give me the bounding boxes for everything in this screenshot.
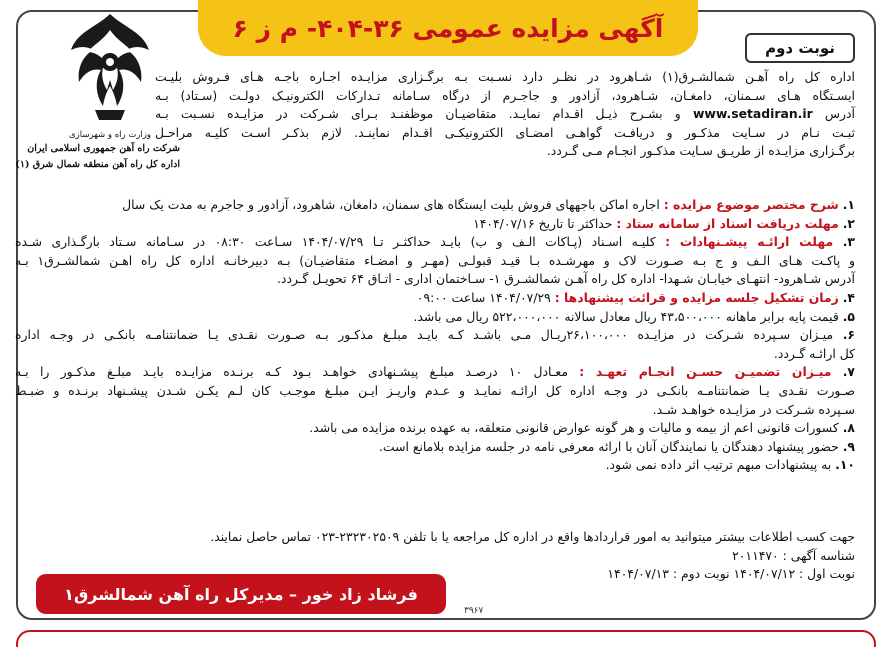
term-line <box>15 270 855 289</box>
intro-line <box>155 105 855 124</box>
address-label: آدرس <box>824 106 855 122</box>
term-line <box>15 289 855 308</box>
term-heading: میـزان تضمیـن حسـن انجـام تعهـد : <box>579 364 832 380</box>
term-text: اجاره اماکن باجههای فروش بلیت ایستگاه های سمنان، دامغان، شاهرود، آزادور و جاجرم به مدت یک سال <box>122 197 660 212</box>
contact-info: جهت کسب اطلاعات بیشتر میتوانید به امور قراردادها واقع در اداره کل مراجعه یا با تلفن ۲۳۲۳۰۲۵۰۹-۰۲۳ تماس حاصل نمایند. <box>210 529 855 544</box>
term-number: ۱۰. <box>835 457 855 473</box>
intro-line: ثبـت نـام در سـایت مذکـور و دریافـت گواهـی امضـای الکترونیکـی اقـدام نماینـد. لازم بذکـر اسـت کلیـه مراحـل <box>155 124 855 140</box>
intro-line: ایسـتگاه هـای سـمنان، دامغـان، شـاهرود، آزادور و جاجـرم از درگاه سـامانه تـدارکات الکترونیـک دولـت (سـتاد) بـه <box>155 87 855 103</box>
intro-paragraph <box>155 68 855 161</box>
term-text: معـادل ۱۰ درصـد مبلـغ پیشـنهادی خواهـد بـود کـه برنـده مزایـده بایـد مبلـغ مذکـور را بـه <box>15 364 568 380</box>
logo-company-name: شرکت راه آهن جمهوری اسلامی ایران <box>27 143 180 154</box>
term-number: ۸. <box>842 420 855 436</box>
term-line <box>15 252 855 271</box>
term-text: سـپرده شـرکت در مزایـده خواهـد شـد. <box>652 401 855 417</box>
signature-box <box>36 574 446 614</box>
term-text: و پاکـت هـای الـف و ج بـه صـورت لاک و مهرشـده بـا قیـد قبولـی (مهـر و امضـاء متقاضیـان) بـه دبیرخانـه اداره کل راه اهـن شمالشـرق۱ بـه <box>15 252 855 268</box>
term-line <box>15 345 855 364</box>
term-text: به پیشنهادات مبهم ترتیب اثر داده نمی شود. <box>605 457 832 473</box>
term-number: ۹. <box>842 438 855 454</box>
term-number: ۶. <box>842 327 855 343</box>
title-banner <box>198 0 698 56</box>
term-text: آدرس شـاهرود- انتهـای خیابـان شـهدا- اداره کل راه آهـن شمالشـرق ۱- سـاختمان اداری - اتـاق ۶۴ تحویـل گـردد. <box>276 271 855 287</box>
term-number: ۵. <box>842 308 855 324</box>
intro-line: برگـزاری مزایـده از طریـق سـایت مذکـور انجـام مـی گـردد. <box>546 143 855 159</box>
term-text: حضور پیشنهاد دهندگان یا نمایندگان آنان با ارائه معرفی نامه در جلسه مزایده بلامانع است. <box>378 438 839 454</box>
ad-identifier: شناسه آگهی : ۲۰۱۱۴۷۰ <box>732 547 855 563</box>
term-line <box>15 401 855 420</box>
term-line <box>15 382 855 401</box>
term-number: ۱. <box>842 197 855 212</box>
term-heading: شرح مختصر موضوع مزایده : <box>663 197 839 212</box>
term-text: صـورت نقـدی یـا ضمانتنامـه بانکـی در وجـه اداره کل ارائـه نمایـد و عـدم واریـز ایـن مبلـغ موجـب کان لـم یکـن شـدن پیشـنهاد برنـده و ضبـط <box>15 382 855 398</box>
organization-logo <box>15 10 180 180</box>
publication-dates: نوبت اول : ۱۴۰۴/۰۷/۱۲ نوبت دوم : ۱۴۰۴/۰۷/۱۳ <box>607 566 855 582</box>
signatory-name: فرشاد زاد خور – مدیرکل راه آهن شمالشرق۱ <box>64 584 418 604</box>
intro-line-tail: و بشـرح ذیـل اقـدام نمایـد. متقاضیـان موظفنـد بـرای شـرکت در مزایـده نسـبت بـه <box>155 106 681 122</box>
term-text: قیمت پایه برابر ماهانه ۴۳،۵۰۰،۰۰۰ ریال معادل سالانه ۵۲۲،۰۰۰،۰۰۰ ریال می باشد. <box>413 308 839 324</box>
setad-website-link[interactable]: www.setadiran.ir <box>692 106 813 122</box>
term-number: ۴. <box>842 289 855 305</box>
term-text: حداکثر تا تاریخ ۱۴۰۴/۰۷/۱۶ <box>473 215 613 231</box>
term-number: ۳. <box>842 234 855 250</box>
next-ad-frame-edge <box>16 630 876 647</box>
term-heading: مهلت ارائـه پیشـنهادات : <box>665 234 834 250</box>
intro-line: اداره کل راه آهـن شمالشـرق(۱) شـاهرود در نظـر دارد نسـبت بـه برگـزاری مزایـده اجـاره باجـه هـای فـروش بلیـت <box>155 69 855 84</box>
term-text: کسورات قانونی اعم از بیمه و مالیات و هر گونه عوارض قانونی متعلقه، به عهده برنده مزایده می باشد. <box>309 420 839 436</box>
logo-office-name: اداره کل راه آهن منطقه شمال شرق (۱) <box>15 159 180 170</box>
round-badge: نوبت دوم <box>745 33 855 63</box>
term-text: کل ارائـه گـردد. <box>773 345 855 361</box>
term-line <box>15 438 855 457</box>
term-heading: مهلت دریافت اسناد از سامانه ستاد : <box>616 215 839 231</box>
term-line <box>15 196 855 215</box>
term-line <box>15 419 855 438</box>
term-text: ۱۴۰۴/۰۷/۲۹ ساعت ۰۹:۰۰ <box>416 289 551 305</box>
term-number: ۲. <box>842 215 855 231</box>
term-line <box>15 326 855 345</box>
term-number: ۷. <box>842 364 855 380</box>
term-line <box>15 363 855 382</box>
terms-list <box>15 196 855 475</box>
term-line <box>15 233 855 252</box>
term-text: کلیـه اسـناد (پـاکات الـف و ب) بایـد حداکثـر تـا ۱۴۰۴/۰۷/۲۹ سـاعت ۰۸:۳۰ در سـامانه سـتاد بارگـذاری شـده <box>15 234 656 250</box>
logo-ministry-name: وزارت راه و شهرسازی <box>68 130 151 140</box>
ad-code: ۳۹۶۷ <box>464 606 484 616</box>
term-text: میـزان سـپرده شـرکت در مزایـده ۲۶،۱۰۰،۰۰۰ریـال مـی باشـد کـه بایـد مبلـغ مذکـور بـه صـورت نقـدی یـا ضمانتنامـه بانکـی در وجـه اداره <box>15 327 834 343</box>
ad-title: آگهی مزایده عمومی ۳۶-۴۰۴- م ز ۶ <box>232 13 664 43</box>
term-line <box>15 215 855 234</box>
winged-wheel-emblem-icon <box>65 10 155 128</box>
term-line <box>15 456 855 475</box>
term-heading: زمان تشکیل جلسه مزایده و قرائت پیشنهادها : <box>554 289 839 305</box>
term-line <box>15 308 855 327</box>
